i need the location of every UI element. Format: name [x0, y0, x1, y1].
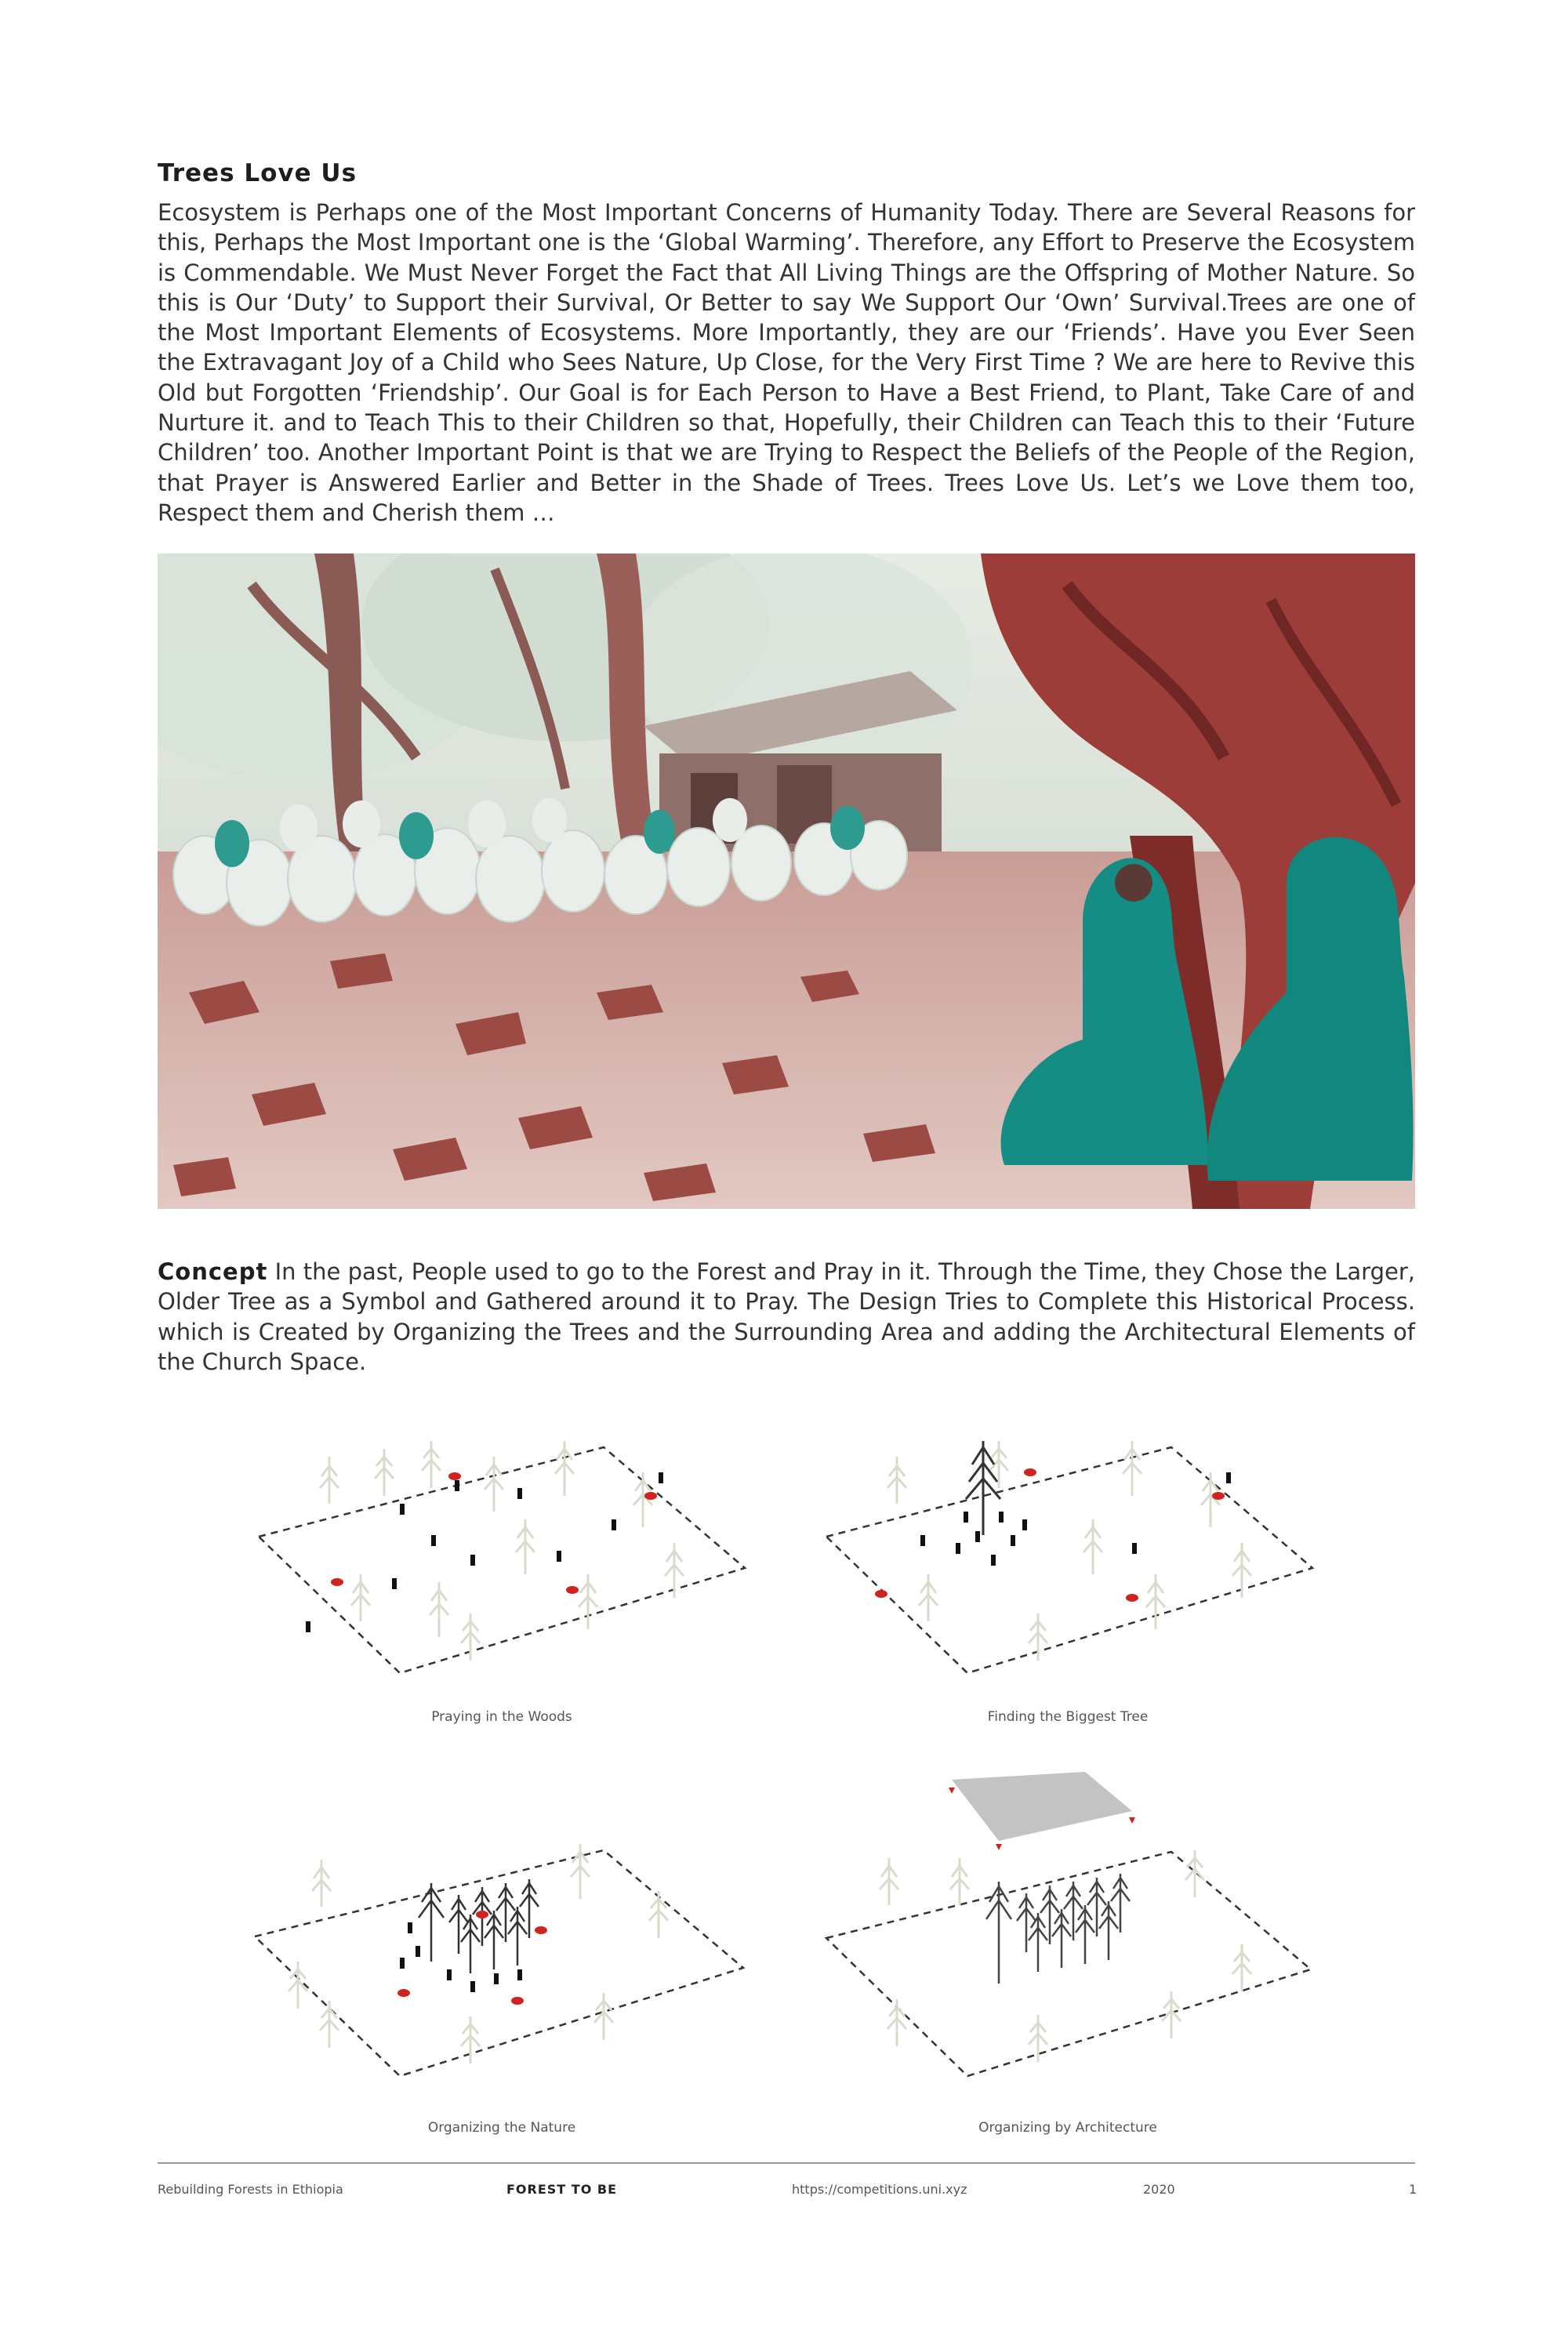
footer-url[interactable]: https://competitions.uni.xyz: [792, 2182, 967, 2197]
diagram-roof-over-trees-icon: [803, 1756, 1367, 2095]
footer-year: 2020: [1143, 2182, 1175, 2197]
diagram-big-tree-icon: [803, 1417, 1367, 1692]
diagram-organizing-by-architecture: [803, 1756, 1367, 2095]
diagram-caption-1: Praying in the Woods: [431, 1709, 572, 1725]
footer-rule: [158, 2162, 1415, 2164]
concept-label: Concept: [158, 1258, 268, 1285]
diagram-scattered-trees-icon: [235, 1417, 800, 1692]
intro-paragraph: Ecosystem is Perhaps one of the Most Important Concerns of Humanity Today. There are Several Reasons for this, Perhaps the Most Important one is the ‘Global Warming’. Therefore, any Effort to Preserve the Ecosystem is Commendable. We Must Never Forget the Fact that All Living Things are the Offspring of Mother Nature. So this is Our ‘Duty’ to Support their Survival, Or Better to say We Support Our ‘Own’ Survival.Trees are one of the Most Important Elements of Ecosystems. More Importantly, they are our ‘Friends’. Have you Ever Seen the Extravagant Joy of a Child who Sees Nature, Up Close, for the Very First Time ? We are here to Revive this Old but Forgotten ‘Friendship’. Our Goal is for Each Person to Have a Best Friend, to Plant, Take Care of and Nurture it. and to Teach This to their Children so that, Hopefully, their Children can Teach this to their ‘Future Children’ too. Another Important Point is that we are Trying to Respect the Beliefs of the People of the Region, that Prayer is Answered Earlier and Better in the Shade of Trees. Trees Love Us. Let’s we Love them too, Respect them and Cherish them …: [158, 199, 1415, 526]
diagram-caption-3: Organizing the Nature: [427, 2120, 576, 2136]
footer-title: FOREST TO BE: [506, 2182, 617, 2197]
concept-paragraph: [158, 1257, 1415, 1377]
photo-illustration: [158, 554, 1415, 1209]
concept-text: In the past, People used to go to the Forest and Pray in it. Through the Time, they Chose the Larger, Older Tree as a Symbol and Gathered around it to Pray. The Design Tries to Complete this Historical Process. which is Created by Organizing the Trees and the Surrounding Area and adding the Architectural Elements of the Church Space.: [158, 1258, 1415, 1375]
diagram-organizing-the-nature: [235, 1820, 800, 2095]
diagram-organized-trees-icon: [235, 1820, 800, 2095]
diagram-caption-2: Finding the Biggest Tree: [987, 1709, 1149, 1725]
section-title: Trees Love Us: [158, 159, 358, 187]
photo-worshippers-under-tree: [158, 554, 1415, 1209]
footer-project: Rebuilding Forests in Ethiopia: [158, 2182, 343, 2197]
diagram-caption-4: Organizing by Architecture: [978, 2120, 1157, 2136]
diagram-praying-in-the-woods: [235, 1417, 800, 1692]
diagram-finding-the-biggest-tree: [803, 1417, 1367, 1692]
footer-page-number: 1: [1409, 2182, 1417, 2197]
